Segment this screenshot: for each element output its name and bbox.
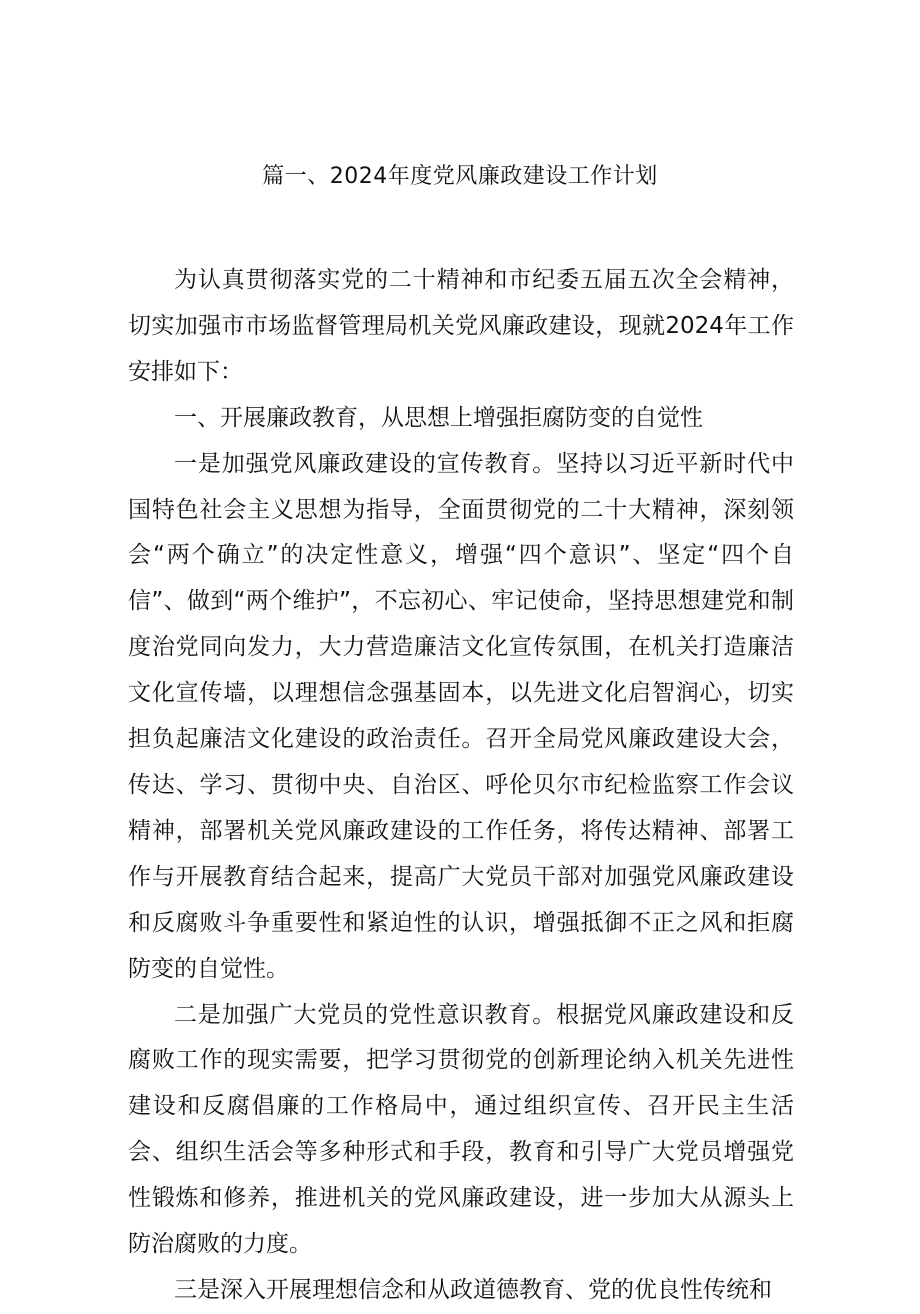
document-body	[128, 258, 794, 1314]
document-title: 篇一、2024年度党风廉政建设工作计划	[262, 164, 658, 189]
paragraph-item-3: 三是深入开展理想信念和从政道德教育、党的优良性传统和	[174, 1276, 772, 1303]
section-heading-1: 一、开展廉政教育，从思想上增强拒腐防变的自觉性	[174, 404, 703, 431]
paragraph-item-1: 一是加强党风廉政建设的宣传教育。坚持以习近平新时代中国特色社会主义思想为指导，全面贯彻党的二十大精神，深刻领会“两个确立”的决定性意义，增强“四个意识”、坚定“四个自信”、做到“两个维护”，不忘初心、牢记使命，坚持思想建党和制度治党同向发力，大力营造廉洁文化宣传氛围，在机关打造廉洁文化宣传墙，以理想信念强基固本，以先进文化启智润心，切实担负起廉洁文化建设的政治责任。召开全局党风廉政建设大会，传达、学习、贯彻中央、自治区、呼伦贝尔市纪检监察工作会议精神，部署机关党风廉政建设的工作任务，将传达精神、部署工作与开展教育结合起来，提高广大党员干部对加强党风廉政建设和反腐败斗争重要性和紧迫性的认识，增强抵御不正之风和拒腐防变的自觉性。	[128, 450, 794, 982]
paragraph-intro: 为认真贯彻落实党的二十精神和市纪委五届五次全会精神，切实加强市市场监督管理局机关党风廉政建设，现就2024年工作安排如下：	[128, 267, 794, 385]
paragraph-item-2: 二是加强广大党员的党性意识教育。根据党风廉政建设和反腐败工作的现实需要，把学习贯彻党的创新理论纳入机关先进性建设和反腐倡廉的工作格局中，通过组织宣传、召开民主生活会、组织生活会等多种形式和手段，教育和引导广大党员增强党性锻炼和修养，推进机关的党风廉政建设，进一步加大从源头上防治腐败的力度。	[128, 1001, 794, 1258]
